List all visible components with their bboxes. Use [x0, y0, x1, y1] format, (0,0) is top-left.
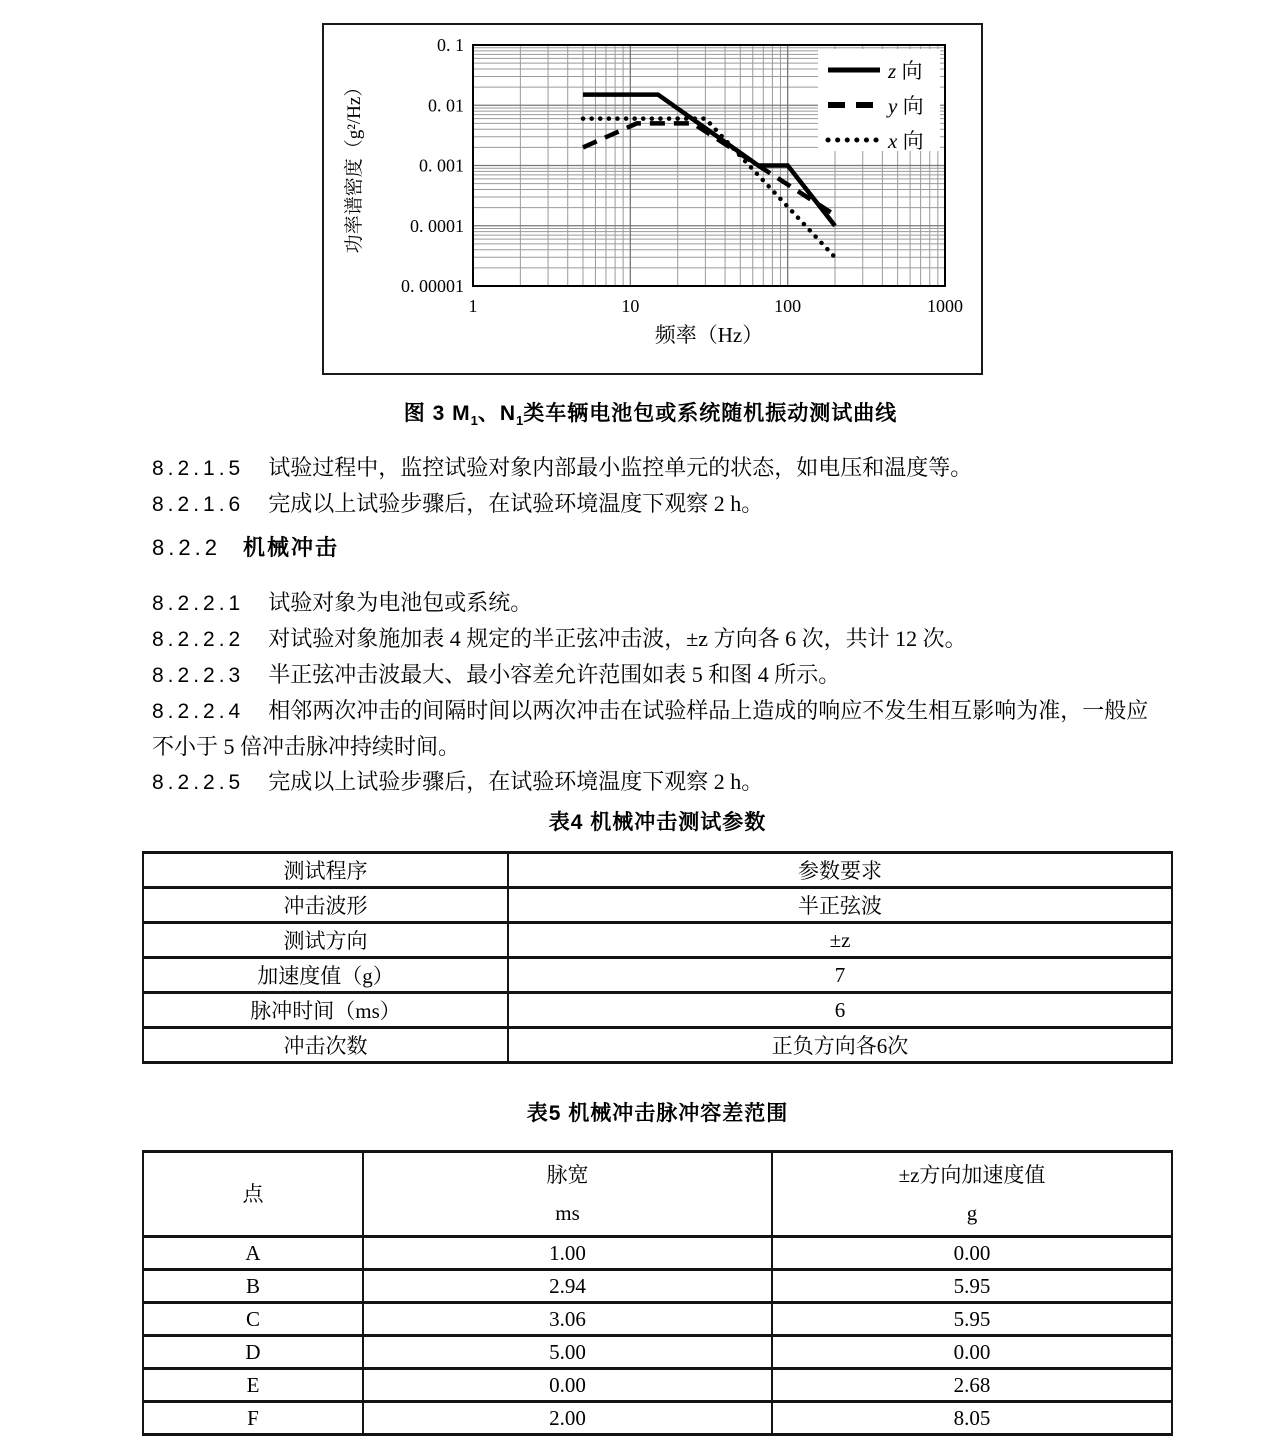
table-row: [143, 853, 1172, 888]
table-row: [143, 1270, 1172, 1303]
table-cell: C: [143, 1303, 363, 1336]
table-cell: 5.00: [363, 1336, 772, 1369]
table-row: [143, 1369, 1172, 1402]
table5-caption: 表5 机械冲击脉冲容差范围: [526, 1102, 789, 1125]
clause-text: 完成以上试验步骤后，在试验环境温度下观察 2 h。: [268, 769, 764, 794]
table5-header-acceleration: [772, 1152, 1172, 1237]
subscript: 1: [470, 413, 478, 428]
clause-number: 8.2.1.5: [152, 457, 245, 480]
table-cell: 7: [508, 958, 1172, 993]
clause-number: 8.2.2.3: [152, 664, 245, 687]
clause-number: 8.2.2.5: [152, 771, 245, 794]
table-cell: 正负方向各6次: [508, 1028, 1172, 1063]
x-tick-label: 1000: [927, 296, 963, 316]
paragraph-8.2.2.2: [152, 621, 1154, 657]
x-tick-label: 100: [774, 296, 802, 316]
subscript: 1: [516, 413, 524, 428]
legend: [818, 49, 940, 153]
y-tick-label: 0. 1: [437, 35, 464, 55]
table-cell: 加速度值（g）: [143, 958, 508, 993]
table5: [142, 1150, 1173, 1436]
table-cell: 0.00: [363, 1369, 772, 1402]
figure3-chart-frame: [322, 23, 983, 375]
table-cell: F: [143, 1402, 363, 1435]
para-group-8-2-1: [152, 450, 1154, 522]
section-heading-8-2-2: [152, 530, 339, 565]
table-row: [143, 1152, 1172, 1237]
table-cell: 测试程序: [143, 853, 508, 888]
table-cell: 冲击波形: [143, 888, 508, 923]
section-number: 8.2.2: [152, 535, 221, 560]
series-x-line: [583, 119, 835, 258]
table-cell: 5.95: [772, 1303, 1172, 1336]
x-axis-title: 频率（Hz）: [654, 323, 764, 347]
table-cell: 半正弦波: [508, 888, 1172, 923]
para-group-8-2-2: [152, 585, 1154, 800]
header-line: 点: [242, 1182, 264, 1206]
clause-text: 试验对象为电池包或系统。: [268, 590, 533, 615]
paragraph-8.2.2.3: [152, 657, 1154, 693]
table-cell: 8.05: [772, 1402, 1172, 1435]
table-row: [143, 888, 1172, 923]
figure3-caption-text: 图 3 M: [403, 402, 471, 425]
section-title: 机械冲击: [242, 535, 339, 560]
clause-number: 8.2.2.1: [152, 592, 245, 615]
y-axis-title: 功率谱密度（g²/Hz）: [344, 77, 365, 254]
table-cell: D: [143, 1336, 363, 1369]
clause-number: 8.2.1.6: [152, 493, 245, 516]
table5-header: [143, 1152, 1172, 1237]
table-row: [143, 923, 1172, 958]
header-line: 脉宽: [546, 1163, 589, 1187]
header-line: ms: [555, 1201, 580, 1225]
clause-text: 半正弦冲击波最大、最小容差允许范围如表 5 和图 4 所示。: [268, 662, 841, 687]
header-line: ±z方向加速度值: [898, 1163, 1046, 1187]
clause-text: 对试验对象施加表 4 规定的半正弦冲击波，±z 方向各 6 次，共计 12 次。: [268, 626, 967, 651]
table-cell: 1.00: [363, 1237, 772, 1270]
x-tick-label: 1: [468, 296, 478, 316]
table-cell: 2.94: [363, 1270, 772, 1303]
clause-text: 相邻两次冲击的间隔时间以两次冲击在试验样品上造成的响应不发生相互影响为准，一般应不小于 5 倍冲击脉冲持续时间。: [152, 698, 1149, 759]
header-line: g: [966, 1201, 978, 1225]
y-tick-label: 0. 0001: [410, 215, 464, 236]
table5-header-point: [143, 1152, 363, 1237]
clause-number: 8.2.2.2: [152, 628, 245, 651]
table-row: [143, 1237, 1172, 1270]
table-cell: 冲击次数: [143, 1028, 508, 1063]
table-row: [143, 1402, 1172, 1435]
random-vibration-chart: [324, 25, 981, 373]
clause-number: 8.2.2.4: [152, 700, 245, 723]
legend-x-label: x 向: [888, 129, 924, 153]
clause-text: 完成以上试验步骤后，在试验环境温度下观察 2 h。: [268, 491, 764, 516]
figure3-caption: [322, 397, 979, 428]
paragraph-8.2.1.5: [152, 450, 1154, 486]
table-row: [143, 1028, 1172, 1063]
figure3-caption-text: 类车辆电池包或系统随机振动测试曲线: [523, 402, 898, 425]
table4-caption: 表4 机械冲击测试参数: [548, 811, 767, 834]
table4: [142, 851, 1173, 1064]
table-cell: A: [143, 1237, 363, 1270]
table-row: [143, 1303, 1172, 1336]
paragraph-8.2.2.5: [152, 764, 1154, 800]
table-cell: 2.68: [772, 1369, 1172, 1402]
y-tick-label: 0. 001: [419, 155, 464, 176]
table-cell: 6: [508, 993, 1172, 1028]
y-tick-label: 0. 01: [428, 95, 464, 116]
paragraph-8.2.1.6: [152, 486, 1154, 522]
table-cell: 3.06: [363, 1303, 772, 1336]
table-cell: 5.95: [772, 1270, 1172, 1303]
legend-y-label: y 向: [888, 94, 924, 118]
table-cell: 2.00: [363, 1402, 772, 1435]
y-tick-label: 0. 00001: [401, 276, 464, 296]
table-row: [143, 1336, 1172, 1369]
table5-header-pulse-width: [363, 1152, 772, 1237]
table-cell: 脉冲时间（ms）: [143, 993, 508, 1028]
table-cell: E: [143, 1369, 363, 1402]
table-cell: 参数要求: [508, 853, 1172, 888]
table5-body: [143, 1237, 1172, 1435]
clause-text: 试验过程中，监控试验对象内部最小监控单元的状态，如电压和温度等。: [268, 455, 973, 480]
table4-body: [143, 853, 1172, 1063]
legend-z-label: z 向: [888, 59, 923, 83]
table-cell: ±z: [508, 923, 1172, 958]
table-cell: 0.00: [772, 1336, 1172, 1369]
paragraph-8.2.2.1: [152, 585, 1154, 621]
table-cell: 0.00: [772, 1237, 1172, 1270]
paragraph-8.2.2.4: [152, 693, 1154, 764]
table-row: [143, 958, 1172, 993]
table-row: [143, 993, 1172, 1028]
table-cell: 测试方向: [143, 923, 508, 958]
figure3-caption-text: 、N: [477, 402, 516, 425]
table-cell: B: [143, 1270, 363, 1303]
x-tick-label: 10: [621, 296, 640, 316]
